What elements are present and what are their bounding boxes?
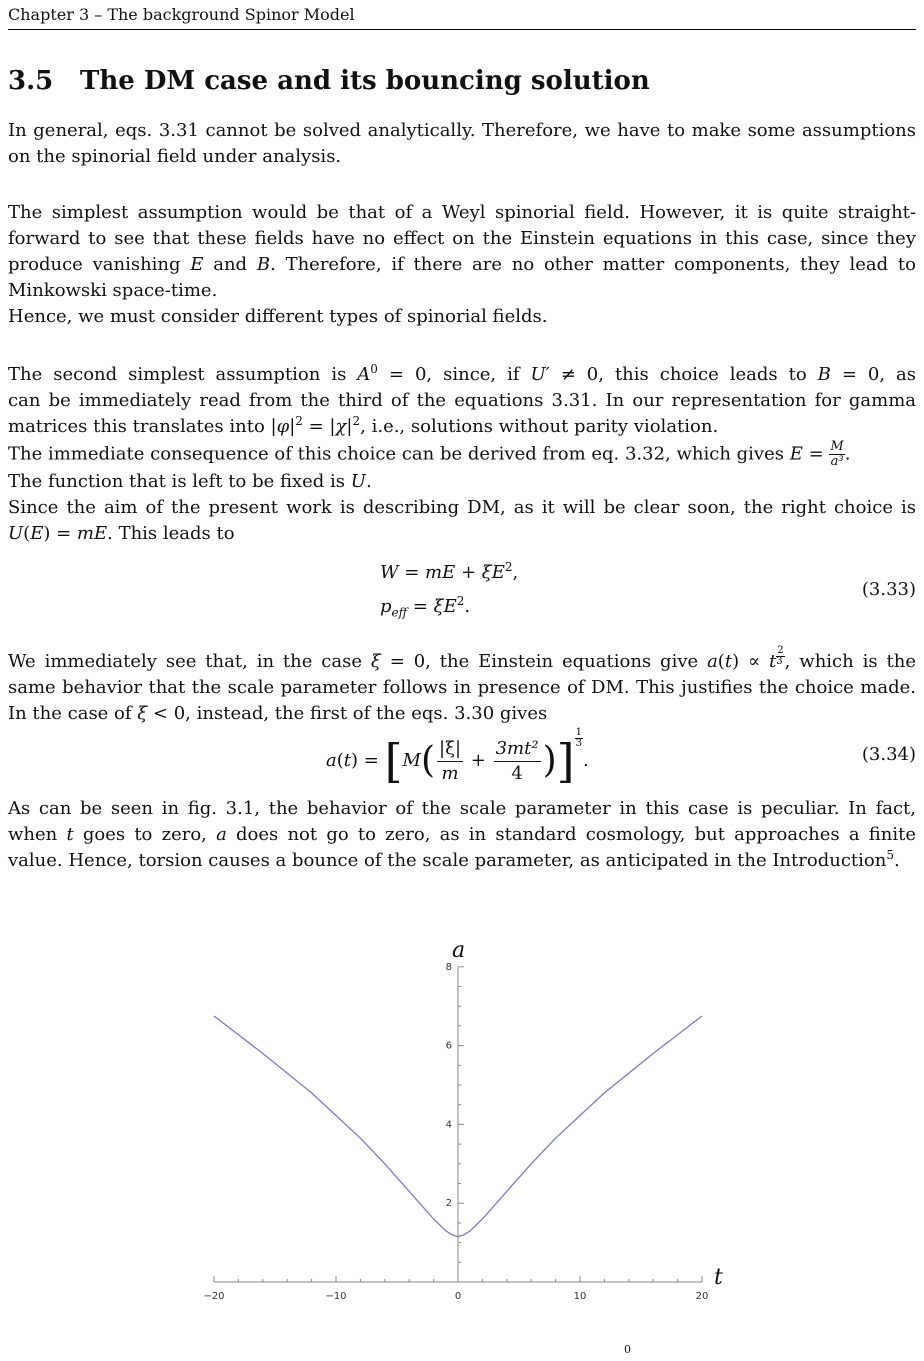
text-line: when t goes to zero, a does not go to zero, as in standard cosmology, but approaches a finite	[8, 824, 917, 845]
x-tick-label: 20	[695, 1291, 709, 1302]
y-tick-label: 8	[445, 961, 452, 973]
equation-3-34	[8, 722, 916, 790]
x-tick-label: −10	[325, 1291, 347, 1302]
x-tick-label: −20	[203, 1291, 225, 1302]
section-heading	[8, 64, 650, 98]
equation-row: W = mE + $\xi E^2$,	[380, 560, 519, 583]
text-line: produce vanishing E and B. Therefore, if there are no other matter components, they lead to	[8, 254, 917, 275]
text-line: on the spinorial field under analysis.	[8, 146, 342, 167]
y-tick-label: 2	[445, 1198, 452, 1210]
text-line: Minkowski space-time.	[8, 280, 218, 301]
text-line: can be immediately read from the third of the equations 3.31. In our representation for gamma	[8, 390, 916, 411]
text-line: value. Hence, torsion causes a bounce of the scale parameter, as anticipated in the Introduction$^5$.	[8, 848, 900, 871]
text-line: The second simplest assumption is $A^0 = 0$, since, if U′ ≠ 0, this choice leads to B = 0, as	[8, 362, 916, 385]
text-line: The function that is left to be fixed is U.	[8, 471, 372, 492]
text-line: U(E) = mE. This leads to	[8, 523, 235, 544]
x-tick-label: 0	[454, 1291, 462, 1302]
paragraph-1	[8, 118, 916, 170]
text-line: matrices this translates into $|\varphi|^2 = |\chi|^2$, i.e., solutions without parity violation.	[8, 414, 719, 437]
text-line: As can be seen in fig. 3.1, the behavior of the scale parameter in this case is peculiar. In fact,	[8, 798, 916, 819]
paragraph-4	[8, 646, 916, 727]
section-title: The DM case and its bouncing solution	[80, 66, 650, 96]
equation-number: (3.34)	[861, 744, 916, 765]
caption-fragment: 0	[624, 1343, 631, 1356]
y-tick-label: 6	[445, 1040, 452, 1052]
text-line: The simplest assumption would be that of a Weyl spinorial field. However, it is quite straight-	[8, 202, 916, 223]
x-tick-label: 10	[573, 1291, 587, 1302]
equation-3-33	[8, 560, 916, 630]
paragraph-5	[8, 796, 916, 874]
y-axis-label: a	[452, 937, 466, 963]
text-line: Since the aim of the present work is describing DM, as it will be clear soon, the right choice is	[8, 497, 916, 518]
equation-row: a(t) = [M( $\frac{|\xi|}{m}$ + $\frac{\text{3mt²}}{4}$ )] $^{\frac{1}{3}}$ .	[326, 727, 589, 788]
section-number: 3.5	[8, 66, 54, 96]
paragraph-3	[8, 362, 916, 547]
text-line: Hence, we must consider different types of spinorial fields.	[8, 306, 548, 327]
equation-number: (3.33)	[861, 579, 916, 600]
text-line: same behavior that the scale parameter follows in presence of DM. This justifies the choice made.	[8, 677, 916, 698]
text-line: In the case of ξ < 0, instead, the first of the eqs. 3.30 gives	[8, 703, 548, 724]
running-head: Chapter 3 – The background Spinor Model	[8, 4, 916, 30]
text-line: forward to see that these fields have no effect on the Einstein equations in this case, since they	[8, 228, 916, 249]
paragraph-2	[8, 200, 916, 330]
y-tick-label: 4	[445, 1119, 452, 1131]
x-axis-label: t	[714, 1265, 723, 1290]
equation-row: $p_{eff} = \xi E^2$.	[380, 594, 471, 620]
fraction-M-over-a3: $\frac{M}{\text{a³}}$	[830, 439, 844, 469]
text-line: The immediate consequence of this choice can be derived from eq. 3.32, which gives E = $\frac{M}{\text{a³}}$ .	[8, 439, 851, 469]
series-line	[214, 1016, 702, 1237]
text-line: We immediately see that, in the case ξ = 0, the Einstein equations give a(t) ∝ t $^{\frac{2}{3}}$ , which is the	[8, 645, 916, 672]
text-line: In general, eqs. 3.31 cannot be solved analytically. Therefore, we have to make some assumptions	[8, 120, 916, 141]
